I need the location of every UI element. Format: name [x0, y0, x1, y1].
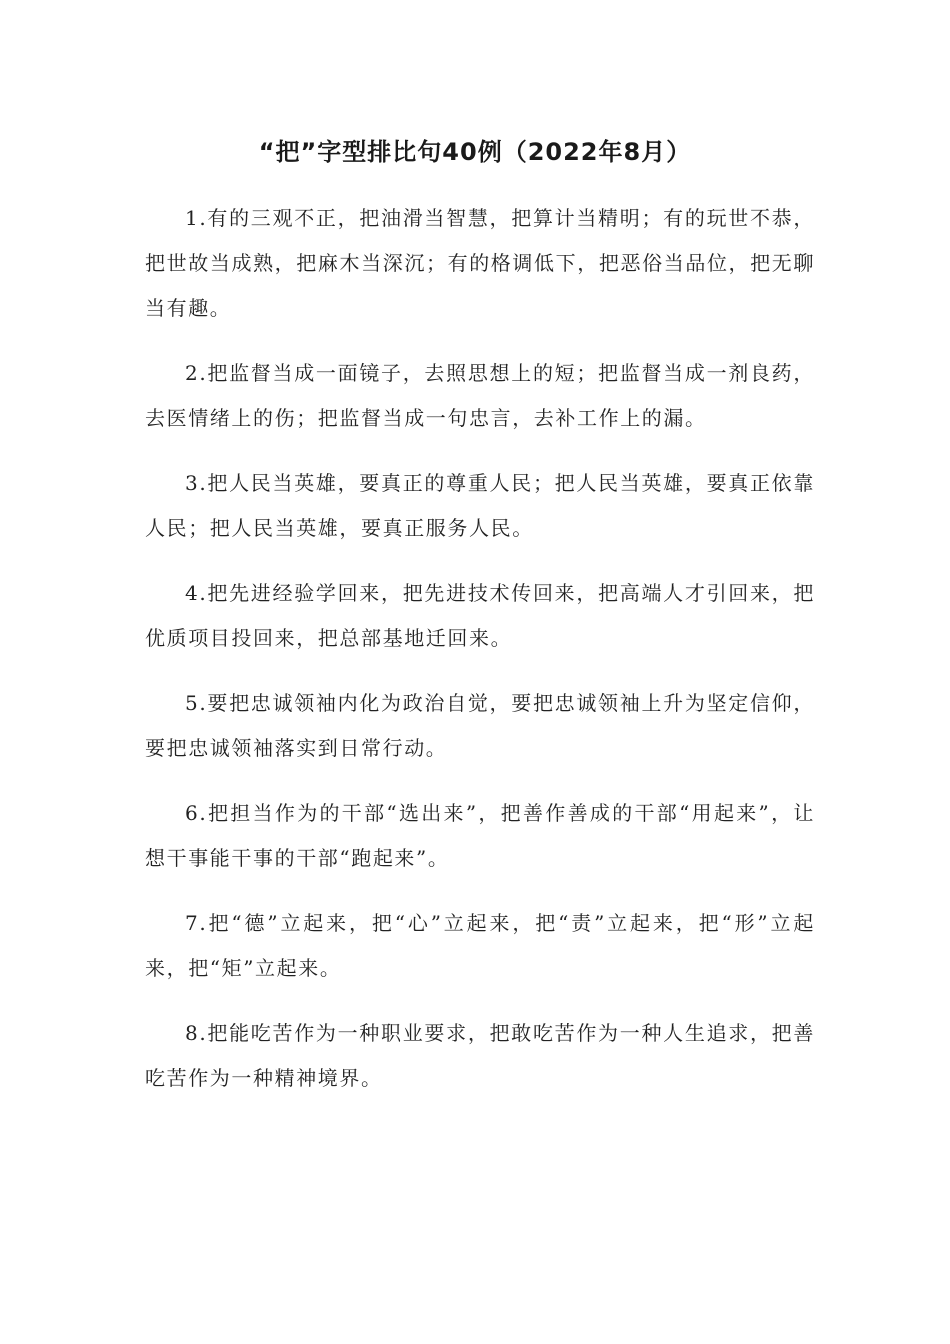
paragraph-5: 5.要把忠诚领袖内化为政治自觉，要把忠诚领袖上升为坚定信仰，要把忠诚领袖落实到日常行动。 [145, 691, 815, 760]
paragraph-6: 6.把担当作为的干部“选出来”，把善作善成的干部“用起来”，让想干事能干事的干部“跑起来”。 [145, 801, 815, 870]
paragraph-7: 7.把“德”立起来，把“心”立起来，把“责”立起来，把“形”立起来，把“矩”立起来。 [145, 911, 815, 980]
paragraph-2: 2.把监督当成一面镜子，去照思想上的短；把监督当成一剂良药，去医情绪上的伤；把监督当成一句忠言，去补工作上的漏。 [145, 361, 815, 430]
paragraph-1: 1.有的三观不正，把油滑当智慧，把算计当精明；有的玩世不恭，把世故当成熟，把麻木当深沉；有的格调低下，把恶俗当品位，把无聊当有趣。 [145, 206, 815, 320]
document-title: “把”字型排比句40例（2022年8月） [258, 138, 692, 166]
paragraph-3: 3.把人民当英雄，要真正的尊重人民；把人民当英雄，要真正依靠人民；把人民当英雄，要真正服务人民。 [145, 471, 815, 540]
document-body [145, 196, 815, 1121]
paragraph-4: 4.把先进经验学回来，把先进技术传回来，把高端人才引回来，把优质项目投回来，把总部基地迁回来。 [145, 581, 815, 650]
paragraph-8: 8.把能吃苦作为一种职业要求，把敢吃苦作为一种人生追求，把善吃苦作为一种精神境界。 [145, 1021, 815, 1090]
